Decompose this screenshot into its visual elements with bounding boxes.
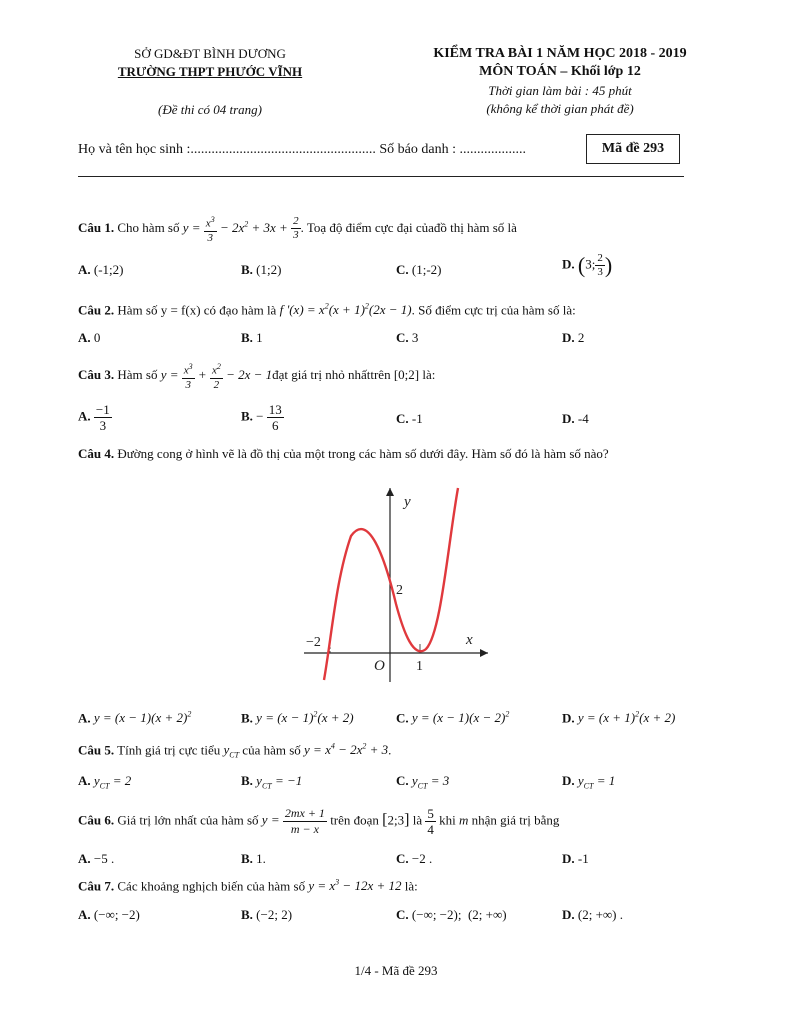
q1-option-c[interactable]: C. (1;-2) — [396, 262, 442, 277]
q2-option-b[interactable]: B. 1 — [241, 330, 263, 345]
question-6: Câu 6. Giá trị lớn nhất của hàm số y = $\frac{2mx + 1}{m - x}$ trên đoạn [2;3] là $\frac{5}{4}$ khi m nhận giá trị bằng — [78, 806, 560, 837]
question-7: Câu 7. Các khoảng nghịch biến của hàm số $y = x^3 - 12x + 12$ là: — [78, 878, 418, 894]
tick-label-neg2: −2 — [306, 635, 321, 650]
question-1: Câu 1. Cho hàm số y = $\frac{x^3}{3}$ − $2x^2 + 3x$ + $\frac{2}{3}$ . Toạ độ điểm cực đại củađồ thị hàm số là — [78, 215, 517, 244]
q6-option-a[interactable]: A. −5 . — [78, 851, 115, 866]
q1-option-a[interactable]: A. (-1;2) — [78, 262, 124, 277]
q3-option-c[interactable]: C. -1 — [396, 411, 423, 426]
q5-option-c[interactable]: C. $y_{CT} = 3$ — [396, 773, 450, 791]
tick-label-1: 1 — [416, 659, 423, 674]
q4-option-c[interactable]: C. $y = (x - 1)(x - 2)^2$ — [396, 710, 510, 726]
q7-option-a[interactable]: A. (−∞; −2) — [78, 907, 140, 922]
q3-option-d[interactable]: D. -4 — [562, 411, 589, 426]
student-info-line: Họ và tên học sinh :..................................................... Số báo danh : ................... — [78, 142, 526, 157]
y-axis-arrow — [386, 488, 394, 496]
subject-line: MÔN TOÁN – Khối lớp 12 — [479, 64, 641, 79]
q3-option-a[interactable]: A. $\frac{-1}{3}$ — [78, 402, 110, 433]
q4-option-a[interactable]: A. $y = (x - 1)(x + 2)^2$ — [78, 710, 192, 726]
x-axis-label: x — [466, 632, 473, 648]
origin-label: O — [374, 658, 385, 674]
exam-title: KIỂM TRA BÀI 1 NĂM HỌC 2018 - 2019 — [433, 46, 687, 61]
q7-option-d[interactable]: D. (2; +∞) . — [562, 907, 624, 922]
question-3: Câu 3. Hàm số y = $\frac{x^3}{3}$ + $\frac{x^2}{2}$ − 2x − 1đạt giá trị nhỏ nhấttrên [0;2] là: — [78, 362, 436, 391]
question-2: Câu 2. Hàm số y = f(x) có đạo hàm là f '$(x) = x^2(x + 1)^2(2x - 1)$. Số điểm cực trị của hàm số là: — [78, 302, 576, 318]
x-axis-arrow — [480, 649, 488, 657]
tick-label-2: 2 — [396, 583, 403, 598]
q5-option-b[interactable]: B. $y_{CT} = -1$ — [241, 773, 303, 791]
q2-option-d[interactable]: D. 2 — [562, 330, 585, 345]
q1-option-d[interactable]: D. (3; $\frac{2}{3}$ ) — [562, 252, 613, 278]
question-5: Câu 5. Tính giá trị cực tiểu $y_{CT}$ của hàm số $y = x^4 - 2x^2 + 3$. — [78, 742, 392, 760]
q7-option-c[interactable]: C. (−∞; −2); (2; +∞) — [396, 907, 507, 922]
q6-option-d[interactable]: D. -1 — [562, 851, 589, 866]
exam-code-box: Mã đề 293 — [586, 134, 680, 164]
q1-option-b[interactable]: B. (1;2) — [241, 262, 282, 277]
q4-option-b[interactable]: B. $y = (x - 1)^2(x + 2)$ — [241, 710, 354, 726]
time-note: (không kể thời gian phát đề) — [486, 101, 634, 116]
q3-option-b[interactable]: B. − $\frac{13}{6}$ — [241, 402, 282, 433]
header-divider — [78, 176, 684, 177]
time-line: Thời gian làm bài : 45 phút — [488, 83, 632, 98]
page-footer: 1/4 - Mã đề 293 — [354, 963, 438, 978]
function-graph — [296, 484, 496, 684]
q2-option-a[interactable]: A. 0 — [78, 330, 101, 345]
q5-option-a[interactable]: A. $y_{CT} = 2$ — [78, 773, 132, 791]
pages-note: (Đề thi có 04 trang) — [158, 102, 262, 117]
q6-option-c[interactable]: C. −2 . — [396, 851, 433, 866]
function-curve — [324, 488, 458, 680]
dept-name: SỞ GD&ĐT BÌNH DƯƠNG — [134, 46, 286, 61]
q2-option-c[interactable]: C. 3 — [396, 330, 419, 345]
question-4: Câu 4. Đường cong ở hình vẽ là đồ thị của một trong các hàm số dưới đây. Hàm số đó là hàm số nào? — [78, 446, 609, 461]
q5-option-d[interactable]: D. $y_{CT} = 1$ — [562, 773, 616, 791]
q7-option-b[interactable]: B. (−2; 2) — [241, 907, 293, 922]
q4-option-d[interactable]: D. $y = (x + 1)^2(x + 2)$ — [562, 710, 676, 726]
q6-option-b[interactable]: B. 1. — [241, 851, 266, 866]
y-axis-label: y — [404, 494, 411, 510]
school-name: TRƯỜNG THPT PHƯỚC VĨNH — [117, 64, 303, 79]
